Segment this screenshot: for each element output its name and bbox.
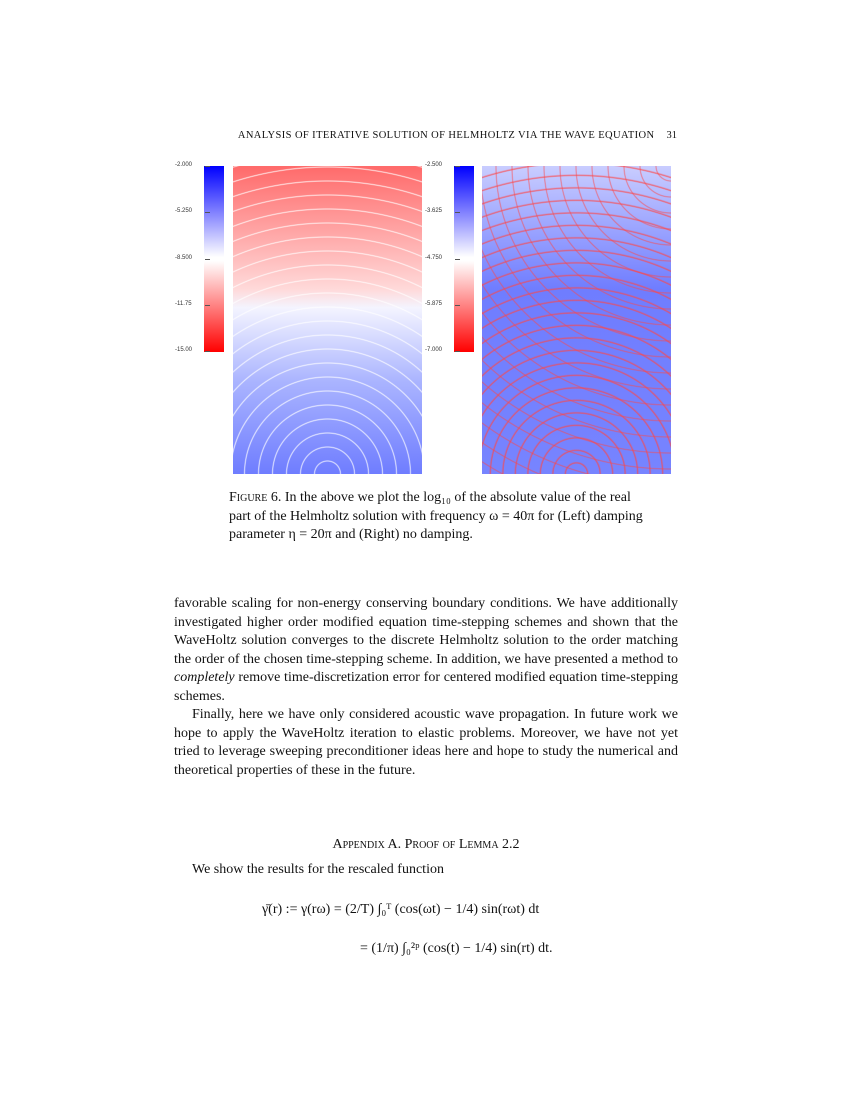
right-colorbar-tick: -4.750	[425, 255, 443, 261]
running-header	[170, 130, 677, 141]
right-colorbar-tick: -3.625	[425, 208, 443, 214]
paragraph-text: remove time-discretization error for centered modified equation time-stepping schemes.	[174, 670, 678, 704]
paragraph-text: favorable scaling for non-energy conserving boundary conditions. We have additionally investigated higher order modified equation time-stepping schemes and shown that the WaveHoltz solution converges to the discrete Helmholtz solution to the order matching the order of the chosen time-stepping scheme. In addition, we have presented a method to	[174, 596, 678, 667]
appendix-heading: Appendix A. Proof of Lemma 2.2	[332, 837, 520, 852]
right-heatmap-undamped	[482, 166, 671, 474]
right-colorbar-tick: -5.875	[425, 301, 443, 307]
running-title: ANALYSIS OF ITERATIVE SOLUTION OF HELMHOLTZ VIA THE WAVE EQUATION	[237, 130, 655, 141]
paragraph	[174, 595, 678, 706]
caption-label: Figure 6.	[229, 490, 282, 505]
equation-line-2: = (1/π) ∫₀²ᵖ (cos(t) − 1/4) sin(rt) dt.	[360, 940, 553, 956]
right-colorbar-tick: -7.000	[425, 347, 443, 353]
left-colorbar-tick: -15.00	[175, 347, 193, 353]
paragraph: Finally, here we have only considered acoustic wave propagation. In future work we hope to apply the WaveHoltz iteration to elastic problems. Moreover, we have not yet tried to leverage sweeping preconditioner ideas here and hope to study the numerical and theoretical properties of these in the future.	[174, 707, 678, 778]
left-colorbar-tick: -5.250	[175, 208, 193, 214]
page-number: 31	[666, 130, 677, 141]
appendix-intro: We show the results for the rescaled function	[192, 861, 444, 877]
text-column	[174, 595, 678, 958]
right-colorbar-tick: -2.500	[425, 162, 443, 168]
left-colorbar-tick: -2.000	[175, 162, 193, 168]
left-colorbar-tick: -11.75	[175, 301, 192, 307]
left-heatmap-damped	[233, 166, 422, 474]
emphasis: completely	[174, 670, 235, 685]
figure-caption	[229, 489, 644, 545]
left-colorbar-tick: -8.500	[175, 255, 193, 261]
caption-text: In the above we plot the log₁₀ of the absolute value of the real part of the Helmholtz solution with frequency ω = 40π for (Left) damping parameter η = 20π and (Right) no damping.	[229, 490, 643, 542]
equation-line-1: γ̄(r) := γ(rω) = (2/T) ∫₀ᵀ (cos(ωt) − 1/4) sin(rωt) dt	[262, 902, 540, 917]
body-text	[174, 595, 678, 780]
